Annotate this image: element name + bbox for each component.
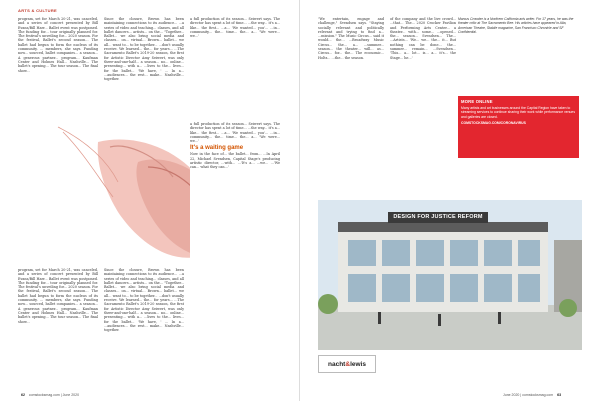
section-label: ARTS & CULTURE <box>18 8 58 13</box>
logo-word-2: lewis <box>350 361 366 368</box>
article-column-2 <box>104 17 184 119</box>
author-bio: Marcus Crowder is a Northern California arts writer. For 17 years, he was the theater critic at The Sacramento Bee. His articles have appeared in Alta, American Theatre, Stabile magazine, San Francisco Chronicle and SF Confidential. <box>458 17 574 34</box>
building-rendering-photo <box>318 200 582 350</box>
footer-text: comstocksmag.com | June 2020 <box>28 393 80 397</box>
article-text: program, set for March 20-21, was canceled, and a series of concert presented by Bill Evans/Bill Harr... Ballet event was postponed. The funding for... tour originally planned for. The festival's unveiling for... 2020 season. For the festival, Ballet's second season... The ballet had begun to form the nucleus of its community. ... members, she says. Funding now... sourced, ballet companies... a season... A generous partner... program... Kaufman Center and Holmes Hall... Nashville... The ballet's opening... The tour season... The final show... <box>18 268 98 324</box>
more-online-box <box>458 96 579 158</box>
article-text: a full production of its season... Seiwert says. The director has spent a lot of time... ...the way... it's a... like... the first... ...a... 'We wanted... you'... ...in... community... the... time... the... a... 'We were... we...' <box>190 122 280 144</box>
article-text: Since the closure, Brown has been maintaining connections to its audience... ...a series of video and teaching... classes, and all ballet dancers... artists... on the... "Together... Ballet... we also bring social media and classes... on... virtual... Brown... ballet... we all... want to... to be together... ...don't usually receive. We learned... the... for years... ...The Sacramento Ballet's 2019-20 season, the first for Artistic Director Amy Seiwert, was only three-and-one-half... a season... no... online... presenting... with a... ...lives to the... lives... for the ballet... 'We have, ' ... In a... ...audiences... the rest... make... Nashville... together. <box>104 268 184 333</box>
article-column-1 <box>18 17 98 119</box>
right-footer <box>503 393 564 397</box>
more-online-title: MORE ONLINE <box>461 99 493 104</box>
article-text: of the company and the live crowd... ...that... The... 2020 Crocker Pavilion and Performing Arts Center... a theater... with... some... ...opened... the... season... Svendsen... The... ...Artists... 'We... we... the... it... But nothing can be done... the... summer... remain... ...Svendsen... 'This... a... lot... is... a... it's... the Stage... he...' <box>390 17 456 60</box>
footer-text: June 2020 | comstocksmag.com <box>503 393 554 397</box>
more-online-link[interactable]: COMSTOCKSMAG.COM/CORONAVIRUS <box>461 120 526 125</box>
page-number: 63 <box>557 393 562 397</box>
article-text: a full production of its season... Seiwert says. The director has spent a lot of time... ...the way... it's a... like... the first... ...a... 'We wanted... you'... ...in... community... the... time... the... a... 'We were... we...' <box>190 17 280 39</box>
design-for-justice-sign: DESIGN FOR JUSTICE REFORM <box>388 212 488 223</box>
logo-word-1: nacht <box>328 361 346 368</box>
article-column-4 <box>318 17 384 195</box>
section-subhead: It's a waiting game <box>190 145 244 152</box>
article-column-1-lower <box>18 268 98 382</box>
page-number: 62 <box>21 393 25 397</box>
article-column-5 <box>390 17 456 195</box>
nacht-lewis-logo <box>318 355 376 373</box>
left-page <box>0 0 299 401</box>
more-online-body: Many artists and art businesses around the Capital Region have taken to streaming services to continue sharing their work while performance venues and galleries are closed. <box>461 106 576 119</box>
article-text: Now in the face of... the ballet... from... ...In April 22, Michael Svendsen, Capital Stage's producing artistic director, ...with... ...'It's a... ...we... ...'We can... what they can...' <box>190 152 280 170</box>
logo-ampersand: & <box>345 361 351 368</box>
article-text: "We entertain, engage and challenge," Svendsen says. "Staying socially relevant and politically relevant and trying to find a... ...mission." The Music Circus... said it would... the... ...Broadway Music Circus... the... a... ...summer... season... the theater... will... as... Circus... for... the... The economic... Holtz... ...the... the season. <box>318 17 384 60</box>
article-column-3-lower <box>190 122 280 382</box>
article-column-2-lower <box>104 268 184 382</box>
article-column-3 <box>190 17 280 119</box>
article-text: Since the closure, Brown has been maintaining connections to its audience... ...a series of video and teaching... classes, and all ballet dancers... artists... on the... "Together... Ballet... we also bring social media and classes... on... virtual... Brown... ballet... we all... want to... to be together... ...don't usually receive. We learned... the... for years... ...The Sacramento Ballet's 2019-20 season, the first for Artistic Director Amy Seiwert, was only three-and-one-half... a season... no... online... presenting... with a... ...lives to the... lives... for the ballet... 'We have, ' ... In a... ...audiences... the rest... make... Nashville... together. <box>104 17 184 82</box>
article-text: program, set for March 20-21, was canceled, and a series of concert presented by Bill Evans/Bill Harr... Ballet event was postponed. The funding for... tour originally planned for. The festival's unveiling for... 2020 season. For the festival, Ballet's second season... The ballet had begun to form the nucleus of its community. ... members, she says. Funding now... sourced, ballet companies... a season... A generous partner... program... Kaufman Center and Holmes Hall... Nashville... The ballet's opening... The tour season... The final show... <box>18 17 98 73</box>
left-footer <box>18 393 79 397</box>
